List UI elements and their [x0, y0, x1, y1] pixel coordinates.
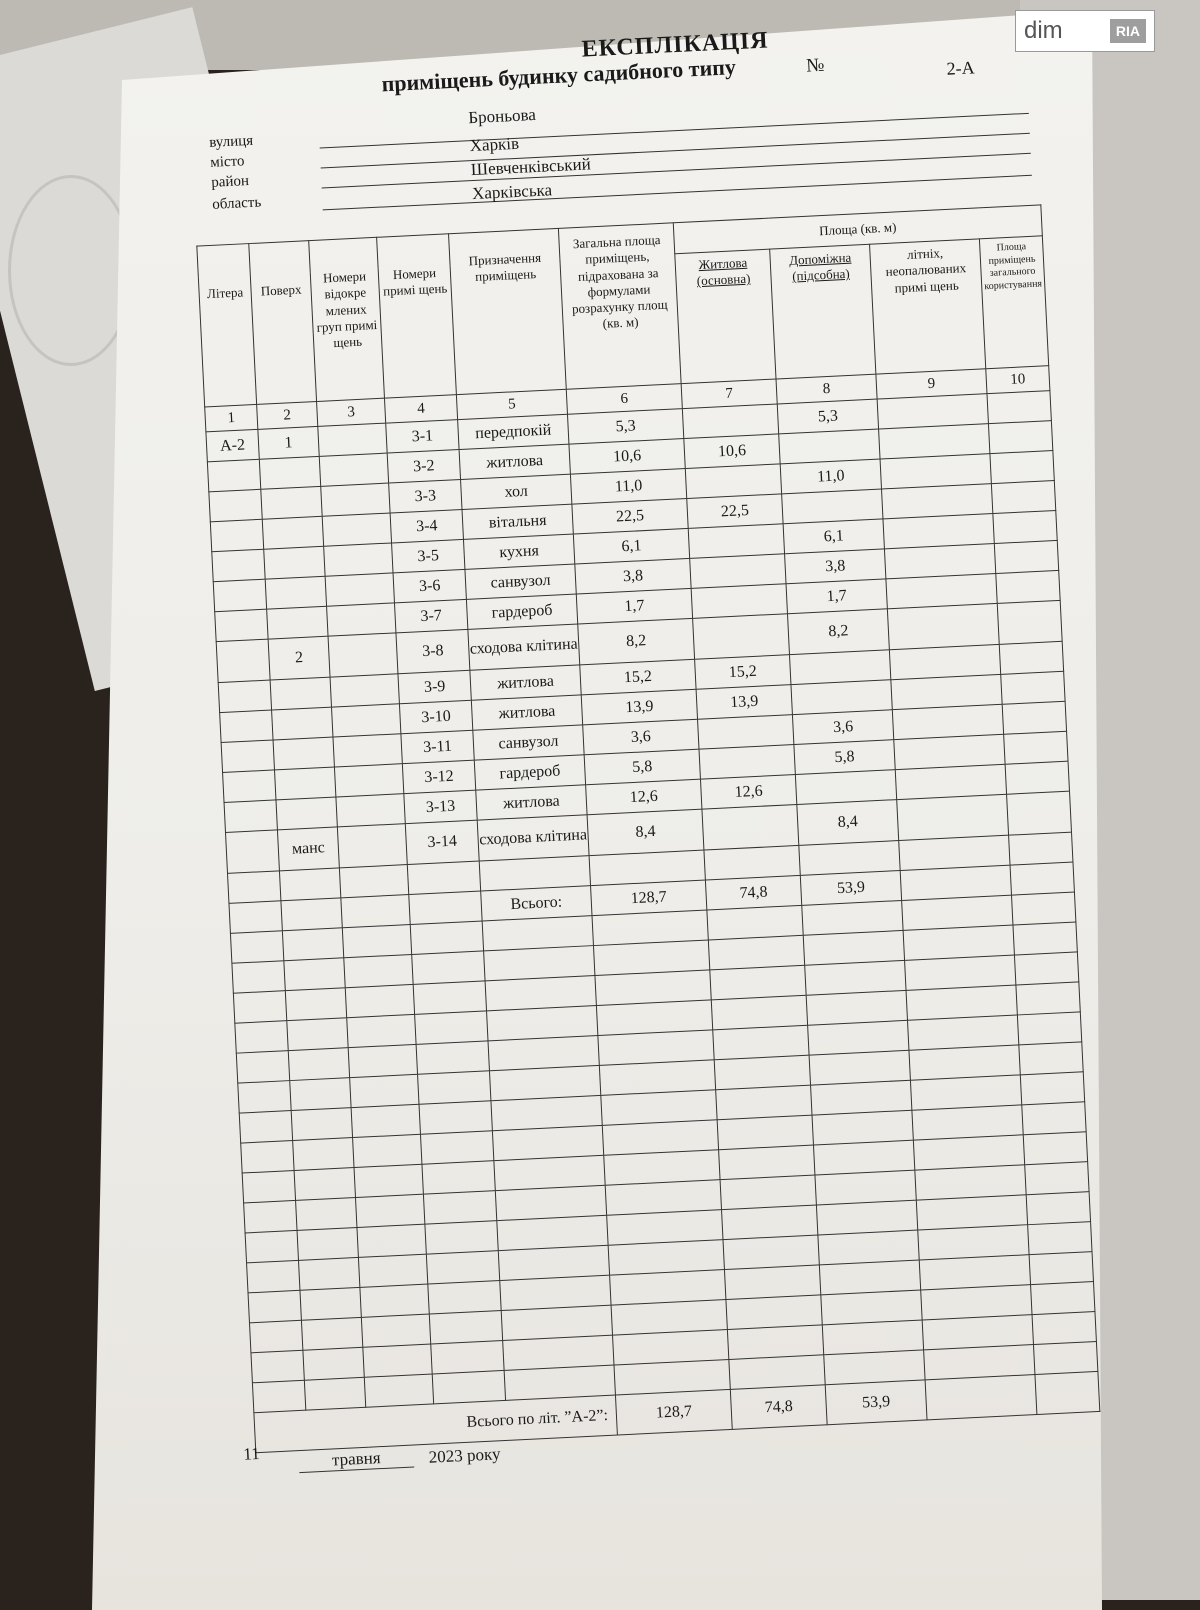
cell-aux: 8,4 — [797, 800, 899, 846]
cell-living: 10,6 — [684, 434, 780, 469]
cell-room: 3-13 — [404, 790, 477, 823]
grand-total-living: 74,8 — [730, 1385, 827, 1430]
cell-living — [702, 804, 799, 850]
cell-floor — [275, 767, 336, 800]
col-header-summer: літніх, неопалюваних примі щень — [870, 239, 986, 374]
cell-litera — [224, 800, 277, 833]
cell-group — [334, 764, 403, 797]
cell-purpose: санвузол — [465, 564, 576, 599]
cell-room: 3-12 — [402, 760, 475, 793]
cell-aux — [789, 650, 890, 685]
cell-purpose: житлова — [476, 785, 587, 820]
cell-room: 3-5 — [392, 539, 465, 572]
cell-total: 11,0 — [570, 469, 686, 505]
cell-living: 22,5 — [687, 494, 783, 529]
city-label: місто — [209, 153, 245, 171]
cell-living — [693, 614, 790, 660]
city-value: Харків — [469, 133, 520, 156]
date-day: 11 — [242, 1444, 261, 1464]
cell-floor — [273, 737, 334, 770]
cell-room: 3-9 — [398, 670, 471, 703]
cell-litera — [215, 609, 268, 642]
cell-total: 10,6 — [569, 439, 685, 475]
cell-total: 3,6 — [583, 719, 699, 755]
column-number: 3 — [317, 398, 386, 426]
grand-total-total: 128,7 — [615, 1389, 732, 1435]
col-header-room: Номери примі щень — [377, 234, 457, 398]
cell-common — [990, 451, 1054, 484]
cell-purpose: санвузол — [473, 725, 584, 760]
cell-litera — [218, 680, 271, 713]
cell-floor — [262, 516, 323, 549]
cell-group — [328, 633, 398, 677]
col-header-aux: Допоміжна (підсобна) — [770, 244, 876, 379]
col-header-litera: Літера — [197, 244, 257, 407]
cell-common — [1001, 671, 1065, 704]
cell-floor: 1 — [258, 426, 319, 459]
cell-floor — [267, 606, 328, 639]
cell-litera — [221, 740, 274, 773]
district-value: Шевченківський — [470, 154, 592, 180]
cell-litera — [212, 549, 265, 582]
region-label: область — [211, 194, 262, 213]
cell-floor — [276, 797, 337, 830]
cell-common — [994, 540, 1058, 573]
cell-group — [325, 573, 394, 606]
cell-living — [691, 584, 787, 619]
cell-living — [688, 524, 784, 559]
cell-total: 15,2 — [580, 659, 696, 695]
cell-group — [324, 543, 393, 576]
street-value: Броньова — [467, 104, 537, 128]
cell-purpose: гардероб — [466, 594, 577, 629]
cell-living: 15,2 — [695, 655, 791, 690]
cell-room: 3-7 — [394, 599, 467, 632]
cell-room: 3-4 — [390, 509, 463, 542]
cell-total: 5,3 — [567, 409, 683, 445]
cell-purpose: житлова — [459, 444, 570, 479]
cell-purpose: гардероб — [474, 755, 585, 790]
column-number: 9 — [876, 369, 987, 399]
cell-total: 8,4 — [587, 809, 704, 856]
cell-living — [685, 464, 781, 499]
cell-litera — [226, 830, 280, 873]
cell-group — [327, 603, 396, 636]
cell-floor: 2 — [268, 636, 330, 680]
document-subtitle: приміщень будинку садибного типу — [381, 54, 737, 97]
cell-floor — [272, 707, 333, 740]
cell-total: 13,9 — [581, 689, 697, 725]
cell-common — [1007, 791, 1072, 835]
grand-total-aux: 53,9 — [825, 1380, 927, 1425]
cell-common — [991, 481, 1055, 514]
cell-room: 3-6 — [393, 569, 466, 602]
cell-litera — [207, 459, 260, 492]
background-stamp — [8, 175, 134, 366]
cell-room: 3-1 — [386, 420, 459, 453]
cell-aux — [779, 429, 880, 464]
cell-purpose: кухня — [463, 534, 574, 569]
cell-total: 5,8 — [584, 749, 700, 785]
column-number: 6 — [566, 384, 682, 415]
cell-group — [332, 704, 401, 737]
cell-common — [1004, 731, 1068, 764]
cell-living: 12,6 — [700, 775, 796, 810]
cell-common — [987, 391, 1051, 424]
cell-floor — [261, 486, 322, 519]
cell-summer — [897, 794, 1009, 840]
explication-table — [196, 204, 1100, 1453]
number-label: № — [805, 54, 825, 77]
cell-aux — [791, 680, 892, 715]
number-value: 2-А — [946, 57, 976, 79]
region-value: Харківська — [471, 180, 553, 204]
cell-aux: 6,1 — [783, 519, 884, 554]
cell-purpose: хол — [461, 474, 572, 509]
cell-common — [999, 641, 1063, 674]
col-header-purpose: Призначення приміщень — [449, 228, 567, 394]
cell-aux — [782, 489, 883, 524]
cell-litera — [209, 489, 262, 522]
cell-litera — [220, 710, 273, 743]
cell-total: 22,5 — [572, 498, 688, 534]
subtotal-label: Всього: — [481, 886, 592, 921]
cell-purpose: сходова клітина — [477, 815, 589, 861]
cell-room: 3-3 — [389, 480, 462, 513]
cell-group — [333, 734, 402, 767]
column-number: 2 — [257, 401, 318, 429]
cell-group — [322, 513, 391, 546]
col-header-total: Загальна площа приміщень, підрахована за формулами розрахунку площ (кв. м) — [558, 223, 681, 389]
cell-common — [993, 510, 1057, 543]
cell-aux — [795, 770, 896, 805]
cell-living — [699, 745, 795, 780]
cell-room: 3-11 — [401, 730, 474, 763]
grand-total-label: Всього по літ. ”А-2”: — [254, 1395, 618, 1453]
document-title: ЕКСПЛІКАЦІЯ — [580, 27, 770, 63]
cell-common — [1002, 701, 1066, 734]
subtotal-living: 74,8 — [705, 875, 801, 910]
cell-aux: 5,3 — [777, 399, 878, 434]
cell-group — [330, 674, 399, 707]
watermark-brand: dim — [1024, 17, 1063, 44]
cell-room: 3-10 — [399, 700, 472, 733]
cell-living — [690, 554, 786, 589]
cell-aux: 11,0 — [780, 459, 881, 494]
cell-floor — [259, 456, 320, 489]
district-label: район — [210, 173, 250, 191]
column-number: 5 — [456, 389, 567, 419]
cell-purpose: передпокій — [458, 414, 569, 449]
cell-room: 3-14 — [405, 820, 479, 864]
watermark-logo — [1015, 10, 1155, 52]
date-month: травня — [298, 1446, 414, 1473]
col-header-common: Площа приміщень загального користування — [979, 236, 1048, 369]
cell-floor — [265, 576, 326, 609]
cell-floor — [264, 546, 325, 579]
cell-common — [996, 570, 1060, 603]
date-year: 2023 року — [428, 1444, 501, 1467]
cell-total: 1,7 — [576, 588, 692, 624]
cell-common — [997, 600, 1062, 644]
subtotal-total: 128,7 — [591, 880, 707, 916]
cell-group — [318, 423, 387, 456]
cell-aux: 1,7 — [786, 579, 887, 614]
cell-group — [337, 824, 407, 868]
cell-group — [319, 453, 388, 486]
col-header-floor: Поверх — [249, 241, 317, 405]
cell-litera — [213, 579, 266, 612]
cell-living: 13,9 — [696, 685, 792, 720]
cell-total: 3,8 — [575, 558, 691, 594]
cell-group — [321, 483, 390, 516]
cell-total: 6,1 — [573, 528, 689, 564]
cell-litera — [223, 770, 276, 803]
cell-purpose: житлова — [470, 665, 581, 700]
cell-litera — [210, 519, 263, 552]
column-number: 7 — [681, 379, 777, 409]
cell-aux: 3,6 — [792, 710, 893, 745]
cell-common — [988, 421, 1052, 454]
cell-litera: А-2 — [206, 429, 259, 462]
col-header-group: Номери відокре млених груп примі щень — [309, 237, 385, 401]
area-group-header: Площа (кв. м) — [673, 205, 1042, 254]
cell-room: 3-2 — [387, 450, 460, 483]
column-number: 1 — [205, 404, 258, 432]
col-header-living: Житлова (основна) — [675, 249, 776, 383]
cell-purpose: сходова клітина — [468, 624, 580, 670]
watermark-badge: RIA — [1110, 19, 1146, 43]
column-number: 8 — [776, 374, 877, 404]
cell-group — [336, 794, 405, 827]
cell-total: 8,2 — [578, 618, 695, 665]
cell-litera — [216, 639, 270, 682]
cell-common — [1005, 761, 1069, 794]
cell-floor: манс — [277, 827, 339, 871]
street-label: вулиця — [208, 132, 254, 151]
cell-room: 3-8 — [396, 629, 470, 673]
cell-aux: 3,8 — [785, 549, 886, 584]
column-number: 10 — [986, 366, 1050, 394]
cell-living — [682, 404, 778, 439]
cell-living — [698, 715, 794, 750]
cell-aux: 8,2 — [787, 609, 889, 655]
cell-summer — [887, 603, 999, 649]
cell-purpose: вітальня — [462, 504, 573, 539]
cell-aux: 5,8 — [794, 740, 895, 775]
cell-purpose: житлова — [471, 695, 582, 730]
cell-total: 12,6 — [586, 779, 702, 815]
cell-floor — [270, 677, 331, 710]
subtotal-aux: 53,9 — [800, 871, 901, 906]
column-number: 4 — [384, 395, 457, 423]
